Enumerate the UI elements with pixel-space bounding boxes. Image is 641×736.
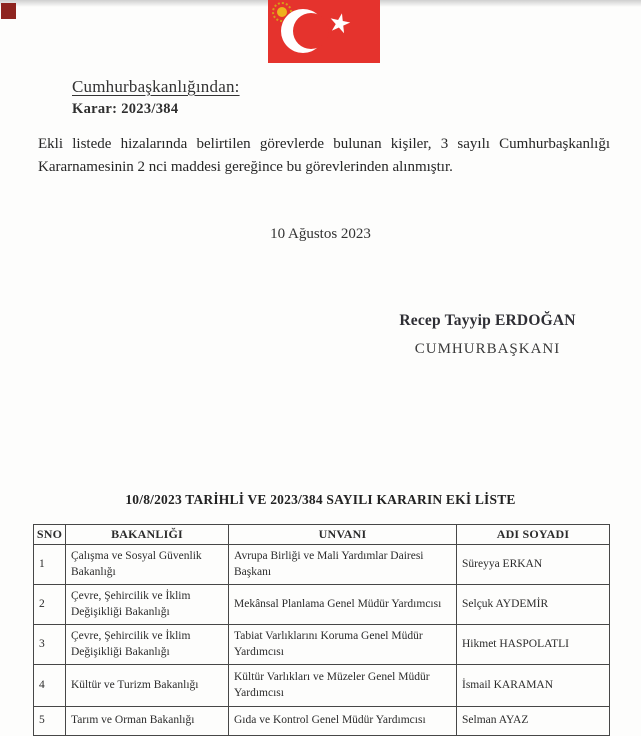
cell-unvani: Mekânsal Planlama Genel Müdür Yardımcısı [229,585,457,625]
cell-sno: 4 [34,665,66,707]
table-row [34,665,610,707]
decree-date: 10 Ağustos 2023 [270,226,371,242]
annex-table [33,524,610,736]
cell-adi-soyadi: İsmail KARAMAN [457,665,610,707]
star-icon: ★ [325,6,355,42]
annex-list-title: 10/8/2023 TARİHLİ VE 2023/384 SAYILI KARARIN EKİ LİSTE [125,492,516,507]
cell-adi-soyadi: Selman AYAZ [457,707,610,736]
cell-bakanligi: Kültür ve Turizm Bakanlığı [66,665,229,707]
table-row [34,625,610,665]
cell-adi-soyadi: Selçuk AYDEMİR [457,585,610,625]
cell-sno: 2 [34,585,66,625]
red-corner-mark [1,3,16,19]
table-header-row [34,525,610,545]
president-name: Recep Tayyip ERDOĞAN [399,312,576,329]
column-header-sno: SNO [34,525,66,545]
cell-adi-soyadi: Süreyya ERKAN [457,545,610,585]
cell-sno: 5 [34,707,66,736]
cell-unvani: Kültür Varlıkları ve Müzeler Genel Müdür Yardımcısı [229,665,457,707]
turkish-flag [268,0,380,63]
signature-block [380,312,595,358]
decision-number: Karar: 2023/384 [72,101,179,117]
president-title: CUMHURBAŞKANI [414,341,561,357]
cell-adi-soyadi: Hikmet HASPOLATLI [457,625,610,665]
cell-unvani: Tabiat Varlıklarını Koruma Genel Müdür Yardımcısı [229,625,457,665]
cell-sno: 3 [34,625,66,665]
cell-unvani: Avrupa Birliği ve Mali Yardımlar Dairesi Başkanı [229,545,457,585]
column-header-bakanligi: BAKANLIĞI [66,525,229,545]
decree-body-text: Ekli listede hizalarında belirtilen görevlerde bulunan kişiler, 3 sayılı Cumhurbaşkanlığı Kararnamesinin 2 nci maddesi gereğince bu görevlerinden alınmıştır. [38,136,610,175]
table-row [34,707,610,736]
cell-bakanligi: Tarım ve Orman Bakanlığı [66,707,229,736]
cell-bakanligi: Çalışma ve Sosyal Güvenlik Bakanlığı [66,545,229,585]
cell-unvani: Gıda ve Kontrol Genel Müdür Yardımcısı [229,707,457,736]
table-row [34,585,610,625]
column-header-adi-soyadi: ADI SOYADI [457,525,610,545]
cell-sno: 1 [34,545,66,585]
column-header-unvani: UNVANI [229,525,457,545]
cell-bakanligi: Çevre, Şehircilik ve İklim Değişikliği Bakanlığı [66,585,229,625]
crescent-cutout [293,13,329,49]
cell-bakanligi: Çevre, Şehircilik ve İklim Değişikliği Bakanlığı [66,625,229,665]
issuer-heading: Cumhurbaşkanlığından: [72,77,240,96]
table-row [34,545,610,585]
